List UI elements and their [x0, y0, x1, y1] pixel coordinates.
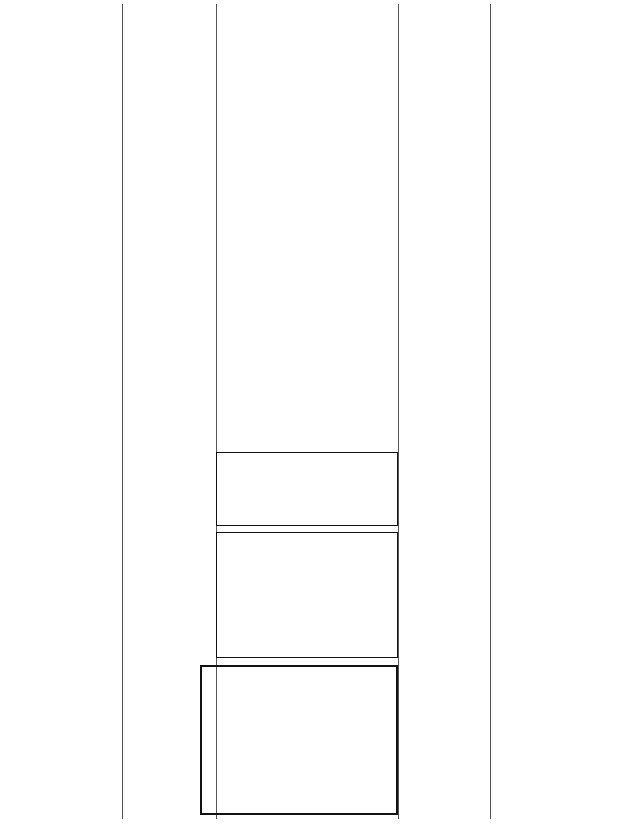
ad-vendo-planta-baja	[216, 532, 398, 658]
crossword-definitions	[218, 236, 396, 446]
ad-vendo-piso-centrico	[200, 665, 398, 815]
crossword	[218, 4, 396, 236]
classified-column-4	[400, 4, 488, 816]
column-divider	[490, 4, 491, 819]
column-divider	[122, 4, 123, 819]
ad-planta-body	[217, 536, 397, 540]
classified-column-1	[6, 4, 119, 816]
ad-comercial-reto	[216, 452, 398, 526]
column-divider	[398, 4, 399, 819]
classified-column-5	[493, 4, 615, 816]
